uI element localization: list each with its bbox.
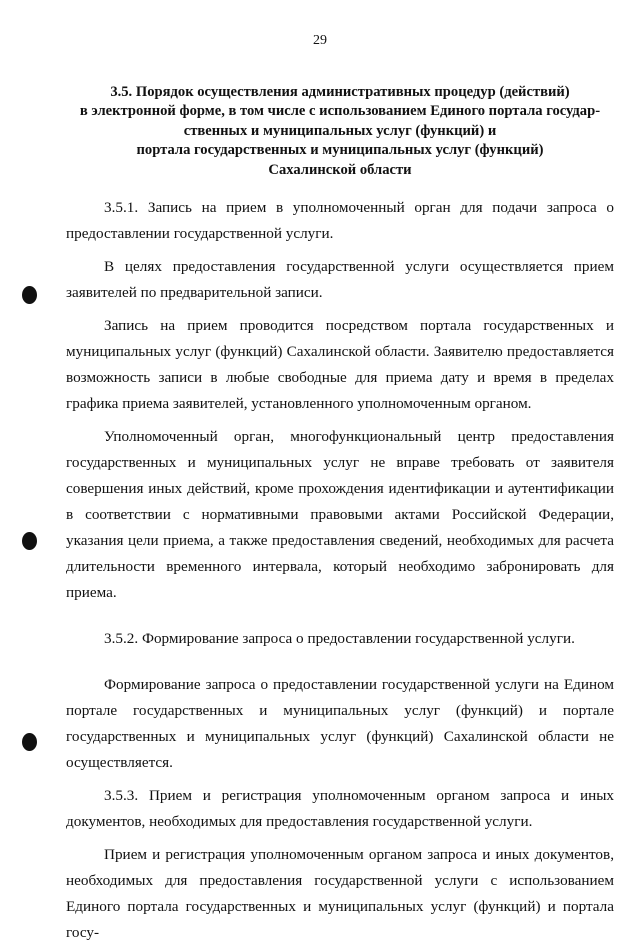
punch-hole-mark bbox=[22, 733, 37, 751]
punch-hole-mark bbox=[22, 532, 37, 550]
heading-line: Сахалинской области bbox=[268, 161, 412, 178]
heading-line: ственных и муниципальных услуг (функций) и bbox=[183, 122, 497, 139]
paragraph: Прием и регистрация уполномоченным органом запроса и иных документов, необходимых для предоставления государственной услуги с использованием Единого портала государственных и муниципальных услуг (функций) и портала госу- bbox=[66, 846, 614, 941]
paragraph: В целях предоставления государственной услуги осуществляется прием заявителей по предварительной записи. bbox=[66, 258, 614, 301]
punch-hole-mark bbox=[22, 286, 37, 304]
paragraph: Уполномоченный орган, многофункциональный центр предоставления государственных и муниципальных услуг не вправе требовать от заявителя совершения иных действий, кроме прохождения идентификации и аутентификации в соответствии с нормативными правовыми актами Российской Федерации, указания цели приема, а также предоставления сведений, необходимых для расчета длительности временного интервала, который необходимо забронировать для приема. bbox=[66, 428, 614, 601]
heading-line: 3.5. Порядок осуществления административных процедур (действий) bbox=[110, 84, 570, 100]
paragraph-3-5-3: 3.5.3. Прием и регистрация уполномоченным органом запроса и иных документов, необходимых для предоставления государственной услуги. bbox=[66, 787, 614, 830]
section-heading bbox=[60, 83, 620, 180]
paragraph-3-5-1: 3.5.1. Запись на прием в уполномоченный орган для подачи запроса о предоставлении государственной услуги. bbox=[66, 199, 614, 242]
paragraph: Запись на прием проводится посредством портала государственных и муниципальных услуг (функций) Сахалинской области. Заявителю предоставляется возможность записи в любые свободные для приема дату и время в пределах графика приема заявителей, установленного уполномоченным органом. bbox=[66, 317, 614, 412]
page-number: 29 bbox=[313, 33, 327, 48]
paragraph: Формирование запроса о предоставлении государственной услуги на Едином портале государственных и муниципальных услуг (функций) и портале государственных и муниципальных услуг (функций) Сахалинской области не осуществляется. bbox=[66, 676, 614, 771]
heading-line: портала государственных и муниципальных услуг (функций) bbox=[136, 142, 544, 159]
heading-line: в электронной форме, в том числе с использованием Единого портала государ- bbox=[79, 103, 601, 120]
document-body bbox=[66, 195, 614, 946]
paragraph-3-5-2: 3.5.2. Формирование запроса о предоставлении государственной услуги. bbox=[104, 630, 575, 647]
